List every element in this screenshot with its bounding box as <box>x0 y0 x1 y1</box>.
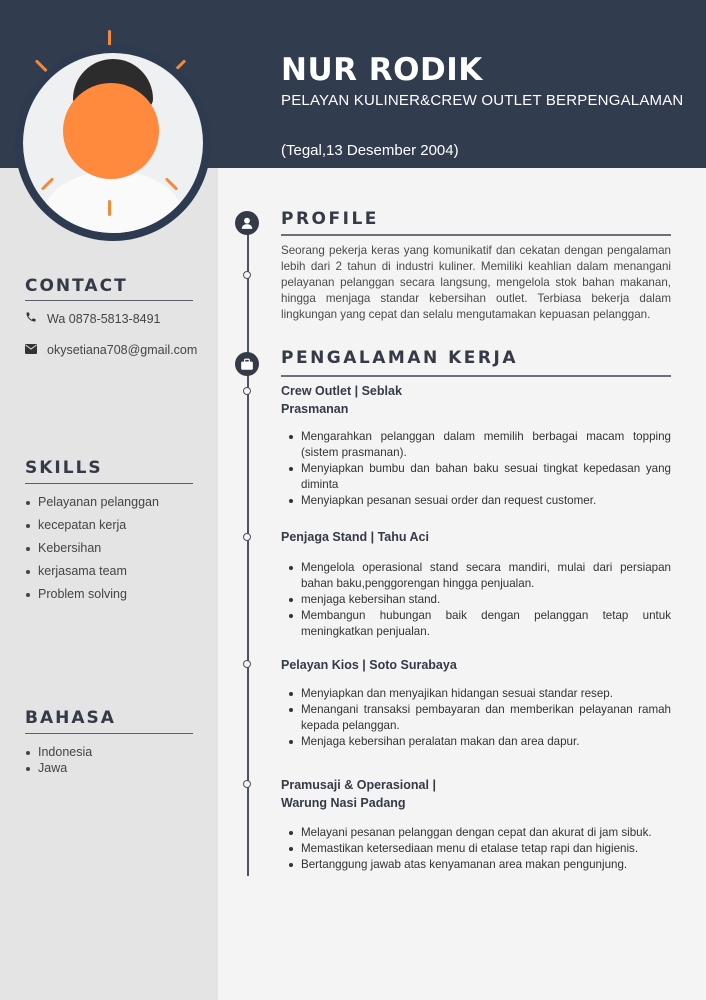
job-duties <box>288 560 671 640</box>
envelope-icon <box>25 343 39 357</box>
skill-item: kerjasama team <box>25 563 159 586</box>
job-duties <box>288 825 671 873</box>
duty-item: menjaga kebersihan stand. <box>288 592 671 608</box>
phone-icon <box>25 311 39 326</box>
briefcase-icon <box>235 352 259 376</box>
job-title-line: Pramusaji & Operasional | <box>281 778 436 792</box>
experience-divider <box>281 375 671 377</box>
job-title-line: Warung Nasi Padang <box>281 796 406 810</box>
job-duties <box>288 429 671 509</box>
candidate-name: NUR RODIK <box>281 52 483 88</box>
skills-divider <box>25 483 193 484</box>
contact-email <box>25 343 197 357</box>
skills-list <box>25 494 159 609</box>
duty-item: Mengarahkan pelanggan dalam memilih berbagai macam topping (sistem prasmanan). <box>288 429 671 461</box>
timeline-node <box>243 271 251 279</box>
contact-phone <box>25 311 161 326</box>
job-duties <box>288 686 671 750</box>
job-title-line: Pelayan Kios | Soto Surabaya <box>281 658 457 672</box>
duty-item: Menjaga kebersihan peralatan makan dan area dapur. <box>288 734 671 750</box>
job-title <box>281 776 436 812</box>
duty-item: Membangun hubungan baik dengan pelanggan tetap untuk meningkatkan penjualan. <box>288 608 671 640</box>
contact-heading: CONTACT <box>25 276 128 296</box>
skills-heading: SKILLS <box>25 458 103 478</box>
duty-item: Menangani transaksi pembayaran dan memberikan pelayanan ramah kepada pelanggan. <box>288 702 671 734</box>
profile-heading: PROFILE <box>281 209 379 229</box>
duty-item: Menyiapkan bumbu dan bahan baku sesuai tingkat kepedasan yang diminta <box>288 461 671 493</box>
birth-info: (Tegal,13 Desember 2004) <box>281 142 459 159</box>
skill-item: Kebersihan <box>25 540 159 563</box>
profile-photo <box>23 53 203 233</box>
candidate-role: PELAYAN KULINER&CREW OUTLET BERPENGALAMAN <box>281 92 684 109</box>
timeline-node <box>243 660 251 668</box>
duty-item: Memastikan ketersediaan menu di etalase tetap rapi dan higienis. <box>288 841 671 857</box>
person-icon <box>235 211 259 235</box>
photo-shirt <box>43 171 183 233</box>
timeline-node <box>243 387 251 395</box>
bahasa-divider <box>25 733 193 734</box>
skill-item: Problem solving <box>25 586 159 609</box>
job-title-line: Penjaga Stand | Tahu Aci <box>281 530 429 544</box>
duty-item: Bertanggung jawab atas kenyamanan area makan pengunjung. <box>288 857 671 873</box>
duty-item: Melayani pesanan pelanggan dengan cepat dan akurat di jam sibuk. <box>288 825 671 841</box>
contact-divider <box>25 300 193 301</box>
profile-summary: Seorang pekerja keras yang komunikatif dan cekatan dengan pengalaman lebih dari 2 tahun di industri kuliner. Memiliki keahlian dalam menangani pelayanan pelanggan secara langsung, mengelola stok bahan makanan, hingga menjaga standar kebersihan outlet. Terbiasa bekerja dalam lingkungan yang cepat dan selalu mengutamakan kepuasan pelanggan. <box>281 244 671 321</box>
job-title <box>281 528 429 546</box>
skill-item: Pelayanan pelanggan <box>25 494 159 517</box>
email-text[interactable]: okysetiana708@gmail.com <box>47 343 198 357</box>
bahasa-heading: BAHASA <box>25 708 116 728</box>
phone-text[interactable]: Wa 0878-5813-8491 <box>47 312 161 326</box>
duty-item: Menyiapkan dan menyajikan hidangan sesuai standar resep. <box>288 686 671 702</box>
profile-divider <box>281 234 671 236</box>
language-list <box>25 744 92 776</box>
timeline-line <box>247 222 249 876</box>
timeline-node <box>243 533 251 541</box>
timeline-node <box>243 780 251 788</box>
job-title-line: Prasmanan <box>281 402 349 416</box>
duty-item: Menyiapkan pesanan sesuai order dan request customer. <box>288 493 671 509</box>
job-title <box>281 656 457 674</box>
job-title <box>281 382 402 418</box>
decor-ray <box>108 30 111 46</box>
experience-heading: PENGALAMAN KERJA <box>281 348 518 368</box>
face-blur <box>63 83 159 179</box>
job-title-line: Crew Outlet | Seblak <box>281 384 402 398</box>
decor-ray <box>108 200 111 216</box>
duty-item: Mengelola operasional stand secara mandiri, mulai dari persiapan bahan baku,penggorengan hingga penjualan. <box>288 560 671 592</box>
language-item: Indonesia <box>25 744 92 760</box>
skill-item: kecepatan kerja <box>25 517 159 540</box>
language-item: Jawa <box>25 760 92 776</box>
